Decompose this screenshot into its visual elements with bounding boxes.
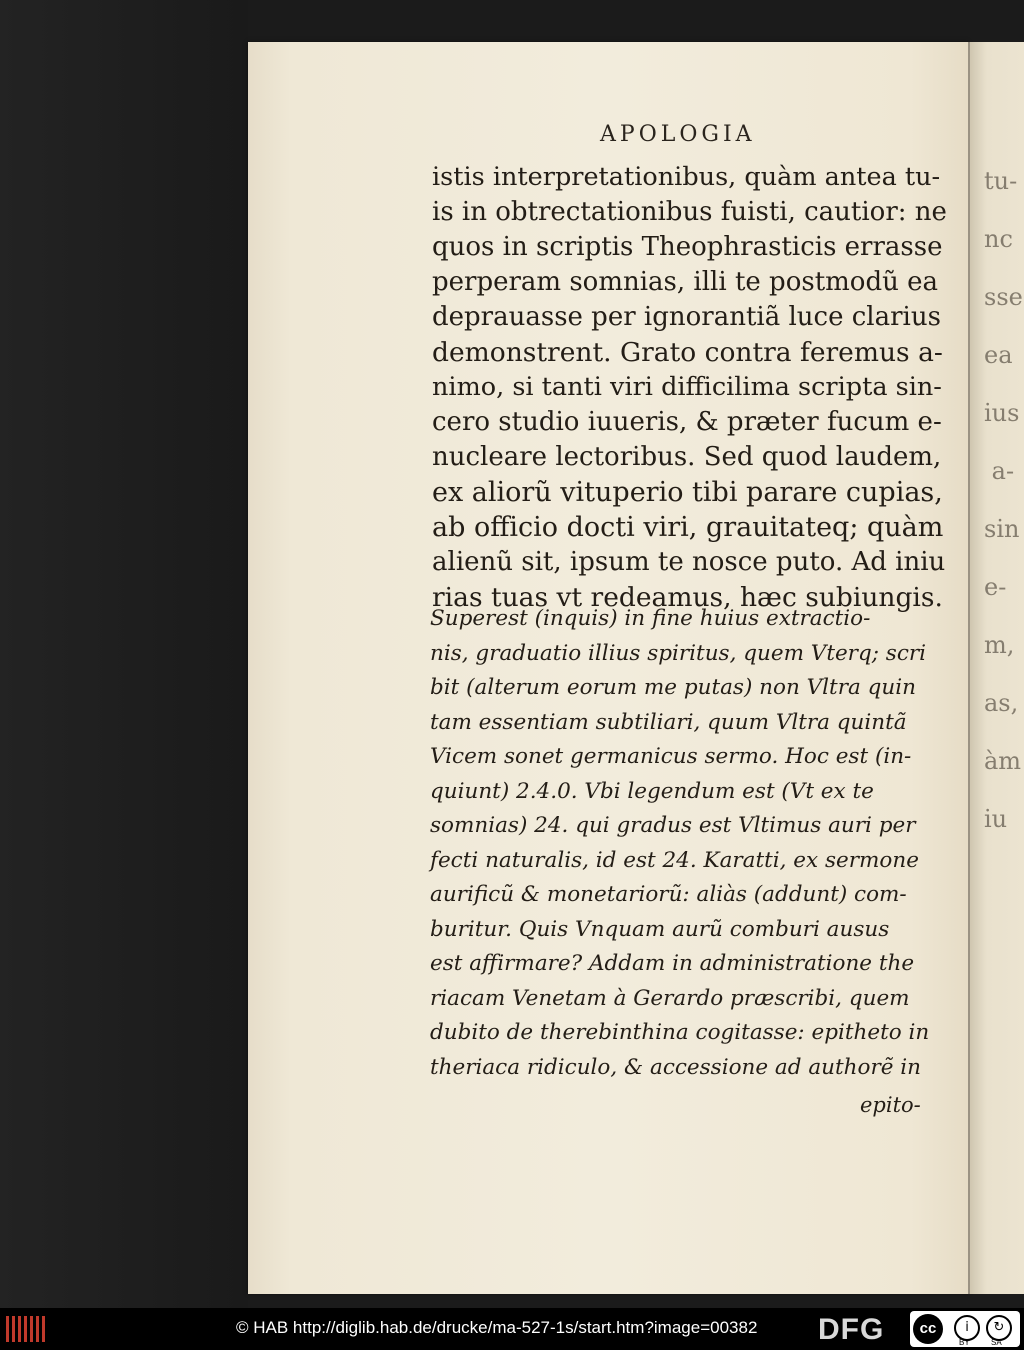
text-line: rias tuas vt redeamus, hæc subiungis. bbox=[432, 582, 943, 613]
attribution-icon: i bbox=[954, 1315, 980, 1341]
share-alike-icon: ↻ bbox=[986, 1315, 1012, 1341]
text-line: cero studio iuueris, & præter fucum e- bbox=[432, 407, 942, 437]
text-line: quos in scriptis Theophrasticis errasse bbox=[432, 232, 943, 262]
adjacent-page-text: tu- nc sse ea ius a- sin e- m, as, àm iu bbox=[984, 167, 1023, 833]
text-line: bit (alterum eorum me putas) non Vltra quin bbox=[430, 675, 916, 700]
by-label: BY bbox=[959, 1338, 970, 1347]
text-line: aurificũ & monetariorũ: aliàs (addunt) com- bbox=[430, 882, 907, 907]
text-line: theriaca ridiculo, & accessione ad authorẽ in bbox=[430, 1054, 922, 1080]
hab-logo-icon[interactable] bbox=[6, 1316, 50, 1342]
text-line: buritur. Quis Vnquam aurũ comburi ausus bbox=[430, 916, 890, 942]
cc-icon: cc bbox=[913, 1314, 943, 1344]
text-line: perperam somnias, illi te postmodũ ea bbox=[432, 267, 938, 297]
text-line: riacam Venetam à Gerardo præscribi, quem bbox=[430, 985, 910, 1011]
text-line: istis interpretationibus, quàm antea tu- bbox=[432, 162, 941, 192]
source-credit-link[interactable]: © HAB http://diglib.hab.de/drucke/ma-527-1s/start.htm?image=00382 bbox=[236, 1318, 758, 1337]
cc-license-badge[interactable] bbox=[910, 1311, 1020, 1347]
dfg-logo[interactable]: DFG bbox=[818, 1313, 885, 1346]
text-line: ab officio docti viri, grauitateq; quàm bbox=[432, 512, 944, 543]
text-line: Vicem sonet germanicus sermo. Hoc est (in- bbox=[430, 744, 912, 769]
dark-background bbox=[0, 0, 248, 1308]
text-line: alienũ sit, ipsum te nosce puto. Ad iniu bbox=[432, 547, 946, 577]
text-line: nimo, si tanti viri difficilima scripta sin- bbox=[432, 372, 942, 402]
italic-quotation-block bbox=[430, 602, 950, 1085]
footer-bar bbox=[0, 1308, 1024, 1350]
text-line: tam essentiam subtiliari, quum Vltra quintã bbox=[430, 709, 907, 735]
sa-label: SA bbox=[991, 1338, 1002, 1347]
text-line: fecti naturalis, id est 24. Karatti, ex sermone bbox=[430, 847, 919, 873]
roman-text-block bbox=[432, 160, 947, 615]
text-line: ex aliorũ vituperio tibi parare cupias, bbox=[432, 477, 943, 508]
catchword: epito- bbox=[860, 1093, 921, 1117]
text-line: dubito de therebinthina cogitasse: epitheto in bbox=[430, 1020, 930, 1045]
text-line: quiunt) 2.4.0. Vbi legendum est (Vt ex te bbox=[430, 778, 874, 804]
text-line: is in obtrectationibus fuisti, cautior: ne bbox=[432, 197, 947, 227]
text-line: Superest (inquis) in fine huius extractio- bbox=[430, 606, 871, 631]
text-line: nis, graduatio illius spiritus, quem Vterq; scri bbox=[430, 640, 927, 666]
text-line: nucleare lectoribus. Sed quod laudem, bbox=[432, 442, 942, 472]
text-line: deprauasse per ignorantiã luce clarius bbox=[432, 302, 941, 332]
text-line: somnias) 24. qui gradus est Vltimus auri per bbox=[430, 813, 916, 838]
text-line: est affirmare? Addam in administratione the bbox=[430, 951, 915, 976]
adjacent-page-edge bbox=[968, 42, 1024, 1294]
text-line: demonstrent. Grato contra feremus a- bbox=[432, 337, 943, 368]
running-head: APOLOGIA bbox=[600, 122, 756, 147]
